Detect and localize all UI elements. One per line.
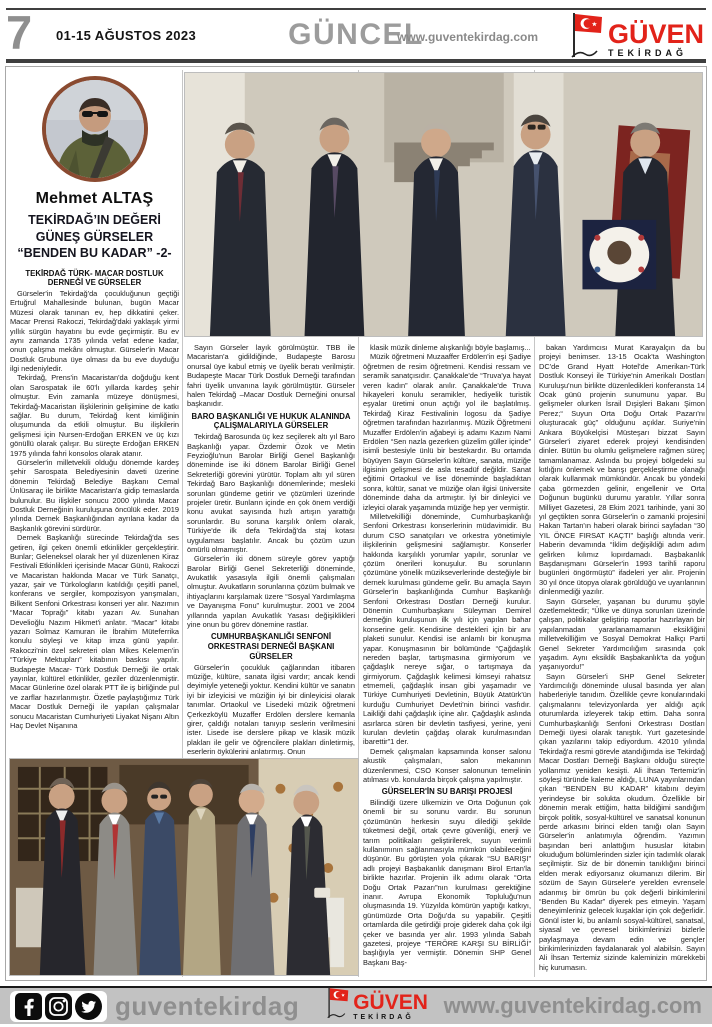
article-subheading: GÜRSELER'İN SU BARIŞI PROJESİ [381, 787, 513, 797]
turkish-flag-icon [325, 986, 351, 1027]
article-paragraph: Dernek çalışmaları kapsamında konser salonu akustik çalışmaları, salon mekanının düzenlenmesi, CSO Konser salonunun temelinin atılması vb. konularda birçok çalışma yapılmıştır. [363, 746, 531, 784]
header-divider [6, 59, 706, 63]
article-title-line2: GÜNEŞ GÜRSELER [35, 229, 154, 244]
article-column-1 [10, 70, 179, 757]
article-paragraph: Bilindiği üzere ülkemizin ve Orta Doğunun çok önemli bir su sorunu vardır. Bu sorunun çözümünün herkesin suyu dilediği şekilde tüketmesi değil, ortak çevre güvenliği, enerji ve tarım politikaları geliştirilerek, suyun verimli kullanımının sağlanmasıyla mümkün olabileceğini düşünür. Bu görüşten yola çıkarak “SU BARIŞI” adlı projeyi Başbakanlık danışmanı Birol Ertan'la birlikte hazırlar. Projenin ilk adımı olarak “Orta Doğu Ortak Pazarı”nın kurulması gerektiğine inanır. Avrupa Ekonomik Topluluğu'nun oluşmasında 19. Yüzyılda kömürün yaptığı katkıyı, günümüzde Orta Doğu'da su yapabilir. Çeşitli ortamlarda dile getirdiği proje giderek daha çok ilgi çeker ve basında yer alır. 1993 yılında Sabah gazetesi, projeye “TERÖRE KARŞI SU BİRLİĞİ” başlığıyla yer vermiştir. Dönemin SHP Genel Başkanı Baş- [363, 798, 531, 967]
page-number: 7 [6, 6, 33, 59]
article-column-4 [539, 343, 705, 977]
brand-subname: TEKİRDAĞ [353, 1013, 414, 1021]
article-paragraph: Gürseler'in çocukluk çağlarından itibaren müziğe, kültüre, sanata ilgisi vardır; ancak kendi deyimiyle yeteneği yoktur. Kendini kültür ve sanatın iyi bir izleyicisi ve müziğin iyi bir dinleyicisi olarak tanımlar. Ortaokul ve Lisedeki müzik öğretmeni Çerkezköylü Muzaffer Erdölen derslere kemanla girer, çaldığı notaları tanıyıp seslerin verilmesini ister. Lisede ise derslere pikap ve klasik müzik plakları ile gelir ve öğrencilere plakları dinletirmiş, eserlerin öykülerini anlatırmış. Onun [187, 662, 355, 757]
article-paragraph: Sayın Gürseler'i SHP Genel Sekreter Yardımcılığı döneminde ulusal basında yer alan haberleriyle tanıdım. Özellikle çevre konularındaki çalışmalarını televizyonlarda yer aldığı açık oturumlarda izleyerek takip ettim. Daha sonra Cumhurbaşkanlığı Senfoni Orkestrası Dostları Derneği üyesi olarak tanıştık. Yurt gazetesinde çıkan yazılarını takip ediyordum. 42010 yılında Tekirdağ'a resmi görevle atandığımda ise Tekirdağ Macar Dostları Derneği Başkanı olduğu süreçte yollarımız yeniden kesişti. Ali İhsan Tertemiz'in söyleşi türünde kaleme aldığı, LUNA yayınlarından çıkan “BENDEN BU KADAR” kitabını deyim yerindeyse bir solukta okudum. Özellikle bir dönemin merak ettiğim, hatta bildiğimi sandığım birçok politik, sosyal-kültürel ve sanatsal konunun perde arkasını birinci elden tanığı olan Sayın Gürseler'in anlatımıyla öğrendim. Yazımın başından beri anlattığım hususlar kitabın okuduğum bölümlerinden sizler için tadımlık olarak seçilmiştir. Siz de bir dönemin tanıklığını birinci elden merak ediyorsanız okumanızı dilerim. Bir sözüm de Sayın Gürseler'e yerelden evrensele adanmış bir ömrün bu çok değerli birikimlerini “Benden Bu Kadar” diyerek pes etmeyin. Yaşam deneyimleriniz gelecek kuşaklar için çok değerlidir. Gönül ister ki, bu anlamlı sosyal-kültürel, sanatsal, siyasal ve çevresel birikimlerinizi bizlerle paylaşmaya devam edin ve gençler birikimlerinizden faydalanarak yol alabilsin. Sayın Ali İhsan Tertemiz sizinde kaleminizin mürekkebi hiç kurumasın. [539, 671, 705, 972]
author-name: Mehmet ALTAŞ [35, 190, 154, 207]
author-block [10, 70, 179, 262]
section-title: GÜNCEL [288, 18, 424, 51]
article-title-line1: TEKİRDAĞ’IN DEĞERİ [28, 213, 161, 227]
header-website-link[interactable]: www.guventekirdag.com [397, 30, 538, 44]
article-paragraph: Tekirdağ Barosunda üç kez seçilerek altı yıl Baro Başkanlığı yapar. Özdemir Özok ve Metin Feyzioğlu'nun Barolar Birliği Genel Başkanlığı döneminde ise iki dönem Barolar Birliği Genel Sekreterliği görevini yürütür. Toplam altı yıl süren Tekirdağ Baro Başkanlığı dönemlerinde; mesleki sorunları gündeme getirir ve çözümleri üzerinde projeler üretir. Bunların içinde en çok önem verdiği konu avukat sayısında hızlı artışın yarattığı sorunlardır. Bu soruna karşılık önlem olarak, Türkiye'de ilk defa Tekirdağ'da staj kotası uygulaması başlatılır. Ancak bu çözüm uzun ömürlü olmamıştır. [187, 432, 355, 554]
article-paragraph: Gürseler'in milletvekili olduğu dönemde kardeş şehir Sarospata Belediyesinin daveti üzerine dönemin Tekirdağ Belediye Başkanı Cemal Ünlüsaraç ile birlikte Macaristan'a gidip temaslarda bulunulur. Bu ilişkiler sonucu 2000 yılında Macar Dostluk Derneğinin kuruluşuna öncülük eder. 2019 yılında Dernek Başkanlığından ayrılana kadar da Başkanlık görevini sürdürür. [10, 458, 179, 533]
facebook-icon[interactable] [15, 993, 42, 1020]
article-paragraph: klasik müzik dinleme alışkanlığı böyle başlamış... [370, 343, 531, 352]
author-avatar [42, 76, 148, 182]
article-paragraph: Milletvekilliği döneminde, Cumhurbaşkanlığı Senfoni Orkestrası konserlerinin müdavimidir. Bu durum CSO sanatçıları ve orkestra yönetimiyle ilişkilerinin gelişmesini sağlamıştır. Konserler hakkında karşılıklı yorumlar yapılır, sorunlar ve çözüm önerileri konuşulur. Bu sorunların çözümüne yönelik müzikseverlerinde desteğiyle bir dernek kurulması gündeme gelir. Bu amaçla Sayın Gürseler'in başkanlığında Cumhur Başkanlığı Senfoni Orkestrası Dostları Derneği kurulur. Dönemin Cumhurbaşkanı Süleyman Demirel derneğin kuruluşunun ilk yılı için yapılan bahar konserine gelir. Kendisine destekleri için bir anı plaketi sunulur. Kendisi ise anlamlı bir konuşma yapar. Konuşmasının bir bölümünde “Çağdaşlık nereden başlar, tartışmasına girmiyorum ve çağdaşlık nereye sığar, o tartışmaya da girmiyorum. Çağdaşlık kelimesi kimseyi rahatsız etmemeli, çağdaşlık insan gibi yaşamadır ve Türkiye Cumhuriyeti Devletinin, Büyük Atatürk'ün kurduğu Cumhuriyet Devleti'nin birinci vasfıdır. Laikliği dahi çağdaşlık içine alır. Çağdaşlık aslında asırlarca süren bir devletin tasfiyesi, yerine, yeni kurulan devletin çağdaş olarak kurulmasından ibarettir”1 der. [363, 512, 531, 747]
brand-subname: TEKİRDAĞ [607, 48, 687, 58]
article-paragraph: Tekirdağ, Prens'in Macaristan'da doğduğu kent olan Sarospatak ile 60'lı yıllarda kardeş şehir olmuştur. Evin zamanla müzeye dönüşmesi, Tekirdağ-Macaristan ilişkilerinin gelişimine de katkı sağlar. Bu durum, Tekirdağ kent kimliğinin oluşumunda da etkili olmuştur. Bu ilişkilerin gelişmesi için Nursen-Erdoğan ERKEN ve üç kızı gönüllü olarak çalışır. Bu süreçte Erdoğan ERKEN 1975 yılında fahri konsolos olarak atanır. [10, 373, 179, 458]
article-paragraph: Gürseler'in iki dönem süreyle görev yaptığı Barolar Birliği Genel Sekreterliği döneminde, Avukatlık yasasıyla ilgili önemli çalışmaları olmuştur. Avukatların sorunlarına çözüm bulmak ve ihtiyaçlarını karşılamak üzere “Sosyal Yardımlaşma ve Dayanışma Fonu” kurulmuştur. 2001 ve 2004 yıllarında yapılan Avukatlık Yasası değişiklikleri yine onun bu görev dönemine rastlar. [187, 554, 355, 630]
photo-award-ceremony [184, 72, 703, 337]
article-paragraph: Gürseler'in Tekirdağ'da çocukluğunun geçtiği Ertuğrul Mahallesinde bulunan, bugün Macar Müzesi olarak tanınan ev, hep dikkatini çeker. Macar Prensi Rakoczi, Tekirdağ'daki yaklaşık yirmi yıllık sürgün hayatını bu evde geçirmiştir. Bu ev aynı zamanda 1735 yılında vefat edene kadar, onun çalışma mekânı olmuştur. Gürseler'in Macar Dostluk Grubuna üye olması da bu eve duyduğu ilgi nedeniyledir. [10, 288, 179, 374]
article-subheading: CUMHURBAŞKANLIĞI SENFONİ ORKESTRASI DERNEĞİ BAŞKANI GÜRSELER [207, 632, 335, 661]
brand-name: GÜVEN [607, 19, 704, 49]
instagram-icon[interactable] [45, 993, 72, 1020]
brand-name: GÜVEN [353, 990, 428, 1014]
twitter-icon[interactable] [75, 993, 102, 1020]
article-paragraph: Sayın Gürseler layık görülmüştür. TBB ile Macaristan'a gidildiğinde, Budapeşte Barosu onursal üye kabul etmiş ve üyelik beratı verilmiştir. Budapeşte Macar Türk Dostluk Derneği tarafından fahri üyelik unvanına layık görülmüştür. Gürseler halen Tekirdağ –Macar Dostluk Derneğini onursal başkanıdır. [187, 343, 355, 409]
top-divider [6, 8, 706, 10]
issue-date: 01-15 AĞUSTOS 2023 [56, 28, 197, 43]
article-title-line3: “BENDEN BU KADAR” -2- [17, 246, 172, 260]
page-footer [0, 986, 712, 1024]
article-column-3 [363, 343, 531, 977]
article-subheading: TEKİRDAĞ TÜRK- MACAR DOSTLUK DERNEĞİ VE GÜRSELER [25, 268, 164, 288]
article-column-2 [187, 343, 355, 757]
article-paragraph: Müzik öğretmeni Muzaaffer Erdölen'in eşi Şadiye öğretmen de resim öğretmeni. Kendisi ressam ve seramik sanatçısıdır. Çanakkale'de “Truva'ya hayat veren kadın” olarak anılır. Çanakkale'de Truva hikayeleri konulu seramikler, hediyelik turistik eşyalar üretimi onun açtığı yol ile başlatılmış. Tekirdağ Kiraz Festivalinin logosu da Şadiye öğretmen tarafından hazırlanmış. Müzik Öğretmeni Muzaffer Erdölen'in ağabeyi iş adamı Kazım Nami Erdölen “Sen nazla gezerken güzelim güller içinde” isimli bestesiyle ünlü bir bestekardır. Bu ortamda büyüyen Sayın Gürseler'in kültüre, sanata, müziğe ilgisinin gelişmesi de asla tesadüf değildir. Sanat eğitimi Ortaokul ve lise döneminde başladıktan sonra, kültür, sanat ve müziğe olan ilgisi üniversite döneminde daha da artmıştır. İyi bir dinleyici ve izleyici olarak yaşamında müziğe hep yer vermiştir. [363, 352, 531, 512]
article-paragraph: bakan Yardımcısı Murat Karayalçın da bu projeyi benimser. 13-15 Ocak'ta Washington DC'de Grand Hyatt Hotel'de Amerikan-Türk Dostluk Konseyi ile Türkiye'nin Amerikalı Dostları Kuruluşu'nun birlikte düzenledikleri konferansta 14 Ocak günü projenin sunumunu yapar. Bu gelişmeler olurken İsrail Dışişleri Bakanı Şimon Perez;“ Suyun Orta Doğu Ortak Pazarı'nı oluşturacak güç” olduğunu açıklar. Suriye'nin Ankara Büyükelçisi Müsteşarı bizzat Sayın Gürseler'i ziyaret ederek projeyi kendisinden dinler. Bütün bu olumlu gelişmelere rağmen süreç tamamlanamaz. Aslında bu projeyi bölgedeki su kıtlığını önlemek ve barışı gerçekleştirme olanağı olarak kullanmak mümkündür. Ancak bu yöndeki çaba görmezden gelinir, engellenir ve Orta Doğunun bugünkü durumu yaratılır. Yıllar sonra Milliyet Gazetesi, 28 Ekim 2021 tarihinde, yani 30 yıl geçtikten sonra Gürseler'in o zamanki projesini Hakan Tartan'ın haberi olarak birinci sayfadan “30 YIL ÖNCE FIRSAT KAÇTI” başlığı altında verir. Haberin devamında “İklim değişikliği adım adım gelirken kılımız kıpırdamadı. Başbakanlık Başdanışmanı Gürseler'in 1993 tarihli raporu bugünleri öngörmüştü” ifadeleri yer alır. Projenin 30 yıl önce ütopya olarak görüldüğü ve uyarılarının dinlenmediği yazılır. [539, 343, 705, 597]
article-paragraph: Dernek Başkanlığı sürecinde Tekirdağ'da ses getiren, ilgi çeken önemli etkinlikler gerçekleştirir. Bunlar; Geleneksel olarak her yıl düzenlenen Kiraz Festivali Etkinlikleri içerisinde Macar Günü, Rakoczi ve Macaristan hakkında Macar ve Türk Sanatçı, yazar, şair ve Türkologların katıldığı çeşitli panel, konferans ve sergiler, kompozisyon yarışmaları, Bilkent Senfoni Orkestrası konseri yer alır. Nazımın “Macar Toprağı” kitabı yazarı Av. Sunahan Develioğlu Nazım Hikmet'i anlatır. “Macar” kitabı yazarı Solmaz Kamuran ile İbrahim Müteferrika konulu söyleşi ve kitap imza günü yapılır. Rakoczi'nin özel sekreteri olan Mikes Kelemen'in “Türkiye Mektupları” kitabının baskısı yapılır. Budapeşte Macar- Türk Dostluk Derneği ile ortak yayınlar, kültürel etkinlikler, geziler düzenlenmiştir. Macar Günlerine özel olarak PTT ile iş birliğinde pul ve zarflar hazırlanmıştır. Özetle paylaştığımız Türk Macar Dostluk Derneği ile yapılan çalışmalar sonucu Macaristan Cumhuriyeti Liyakat Nişanı Altın Haç Devlet Nişanına [10, 533, 179, 730]
article-frame [5, 66, 707, 981]
social-icons [10, 991, 107, 1022]
footer-logo [325, 986, 428, 1027]
article-paragraph: Sayın Gürseler, yaşanan bu durumu şöyle özetlemektedir; “Ülke ve dünya sorunları üzerinde çalışan, politikalar geliştirip raporlar hazırlayan bir yapılanmadan yararlanamamanın eksikliğini milletvekilliğim ve Sosyal Demokrat Halkçı Parti Genel Sekreter Yardımcılığım sırasında çok yaşadım. Aynı eksiklik Başbakanlık'ta da yoğun yaşanıyordu!” [539, 596, 705, 672]
social-handle[interactable]: guventekirdag [115, 990, 300, 1021]
page-header [6, 6, 706, 59]
photo-group-ottoman-room [9, 758, 359, 976]
footer-website-link[interactable]: www.guventekirdag.com [443, 993, 702, 1018]
article-subheading: BARO BAŞKANLIĞI VE HUKUK ALANINDA ÇALIŞMALARIYLA GÜRSELER [191, 411, 351, 431]
